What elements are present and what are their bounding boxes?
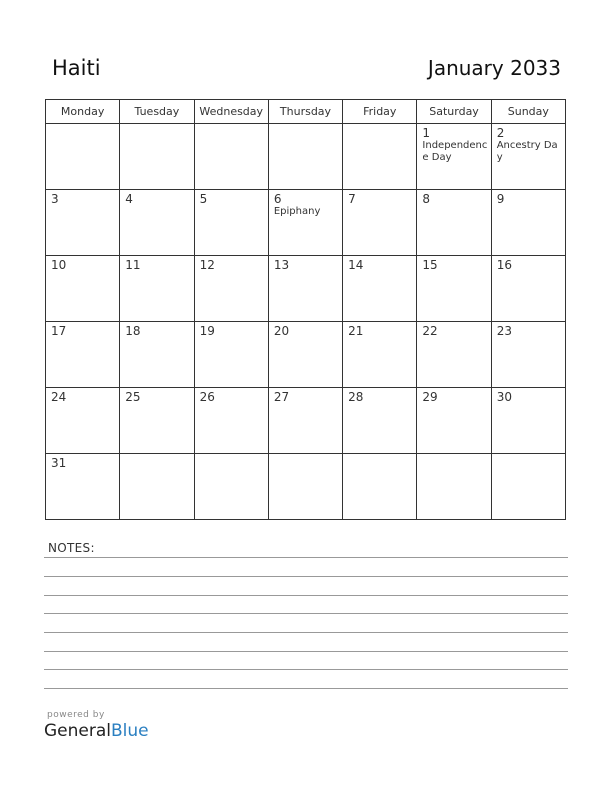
- day-number: 20: [273, 324, 290, 338]
- day-cell: [343, 256, 417, 322]
- day-number: [120, 454, 193, 456]
- day-cell: [268, 322, 342, 388]
- week-row: [46, 256, 566, 322]
- day-number: [269, 454, 342, 456]
- day-cell: [491, 256, 565, 322]
- day-number: [46, 124, 119, 126]
- note-line: [44, 651, 568, 652]
- day-number: 3: [51, 192, 59, 206]
- day-number: 16: [496, 258, 512, 272]
- day-number: 17: [51, 324, 67, 338]
- day-cell: [46, 124, 120, 190]
- holiday-label: Independence Day: [422, 140, 488, 163]
- day-number: 14: [348, 258, 364, 272]
- day-number: 12: [199, 258, 215, 272]
- day-number: 29: [422, 390, 438, 404]
- day-cell: [343, 388, 417, 454]
- day-cell: [268, 454, 342, 520]
- powered-by-text: powered by: [47, 710, 105, 720]
- day-number: 1: [422, 126, 431, 140]
- holiday-label: Epiphany: [273, 206, 321, 217]
- notes-label: NOTES:: [48, 541, 95, 555]
- day-cell: [120, 322, 194, 388]
- note-line: [44, 557, 568, 558]
- day-number: 5: [199, 192, 208, 206]
- weekday-header: Sunday: [491, 100, 565, 124]
- day-number: 19: [199, 324, 215, 338]
- day-cell: [120, 256, 194, 322]
- day-cell: [268, 388, 342, 454]
- weekday-header: Saturday: [417, 100, 491, 124]
- day-cell: [417, 388, 491, 454]
- note-line: [44, 669, 568, 670]
- day-number: [195, 124, 268, 126]
- holiday-label: Ancestry Day: [496, 140, 558, 163]
- day-cell: [491, 190, 565, 256]
- day-cell: [120, 190, 194, 256]
- day-number: 4: [125, 192, 133, 206]
- day-number: 23: [496, 324, 512, 338]
- brand-general: General: [44, 721, 111, 741]
- weekday-header: Friday: [343, 100, 417, 124]
- generalblue-logo[interactable]: [44, 721, 149, 741]
- weekday-header-row: [46, 100, 566, 124]
- day-cell: [194, 322, 268, 388]
- day-cell: [343, 190, 417, 256]
- day-cell: [120, 124, 194, 190]
- day-number: [120, 124, 193, 126]
- day-number: 22: [422, 324, 438, 338]
- note-line: [44, 613, 568, 614]
- weekday-header: Thursday: [268, 100, 342, 124]
- day-number: 18: [125, 324, 141, 338]
- day-cell: [417, 190, 491, 256]
- day-number: [492, 454, 565, 456]
- day-cell: [46, 454, 120, 520]
- day-cell: [120, 388, 194, 454]
- day-number: 31: [51, 456, 67, 470]
- day-number: 13: [273, 258, 290, 272]
- day-cell: [194, 190, 268, 256]
- day-number: 27: [273, 390, 290, 404]
- day-cell: [491, 124, 565, 190]
- day-number: 2: [496, 126, 505, 140]
- day-cell: [46, 388, 120, 454]
- day-number: 28: [348, 390, 364, 404]
- day-number: 25: [125, 390, 141, 404]
- day-number: 8: [422, 192, 431, 206]
- day-cell: [417, 322, 491, 388]
- day-cell: [491, 322, 565, 388]
- day-number: [343, 454, 416, 456]
- day-cell: [194, 124, 268, 190]
- day-cell: [46, 256, 120, 322]
- day-cell: [343, 454, 417, 520]
- note-line: [44, 595, 568, 596]
- week-row: [46, 190, 566, 256]
- calendar-grid: [45, 99, 566, 520]
- note-line: [44, 576, 568, 577]
- day-cell: [194, 454, 268, 520]
- week-row: [46, 124, 566, 190]
- day-cell: [268, 124, 342, 190]
- week-row: [46, 454, 566, 520]
- day-cell: [491, 388, 565, 454]
- day-cell: [120, 454, 194, 520]
- weekday-header: Wednesday: [194, 100, 268, 124]
- day-number: 26: [199, 390, 215, 404]
- day-number: [195, 454, 268, 456]
- day-cell: [46, 190, 120, 256]
- weekday-header: Tuesday: [120, 100, 194, 124]
- day-cell: [343, 124, 417, 190]
- weekday-header: Monday: [46, 100, 120, 124]
- day-number: [417, 454, 490, 456]
- day-number: 11: [125, 258, 141, 272]
- day-cell: [417, 454, 491, 520]
- day-cell: [194, 256, 268, 322]
- country-title: Haiti: [52, 56, 101, 80]
- day-number: 15: [422, 258, 438, 272]
- note-line: [44, 632, 568, 633]
- day-number: 6: [273, 192, 282, 206]
- day-number: 10: [51, 258, 67, 272]
- day-cell: [417, 124, 491, 190]
- day-number: [269, 124, 342, 126]
- day-number: 9: [496, 192, 505, 206]
- day-cell: [46, 322, 120, 388]
- day-cell: [417, 256, 491, 322]
- day-number: 7: [348, 192, 356, 206]
- day-number: [343, 124, 416, 126]
- day-number: 30: [496, 390, 512, 404]
- day-cell: [491, 454, 565, 520]
- day-cell: [268, 256, 342, 322]
- note-line: [44, 688, 568, 689]
- week-row: [46, 322, 566, 388]
- day-number: 21: [348, 324, 364, 338]
- week-row: [46, 388, 566, 454]
- month-year-title: January 2033: [427, 56, 561, 80]
- day-cell: [268, 190, 342, 256]
- day-cell: [343, 322, 417, 388]
- day-number: 24: [51, 390, 67, 404]
- brand-blue: Blue: [111, 721, 149, 741]
- day-cell: [194, 388, 268, 454]
